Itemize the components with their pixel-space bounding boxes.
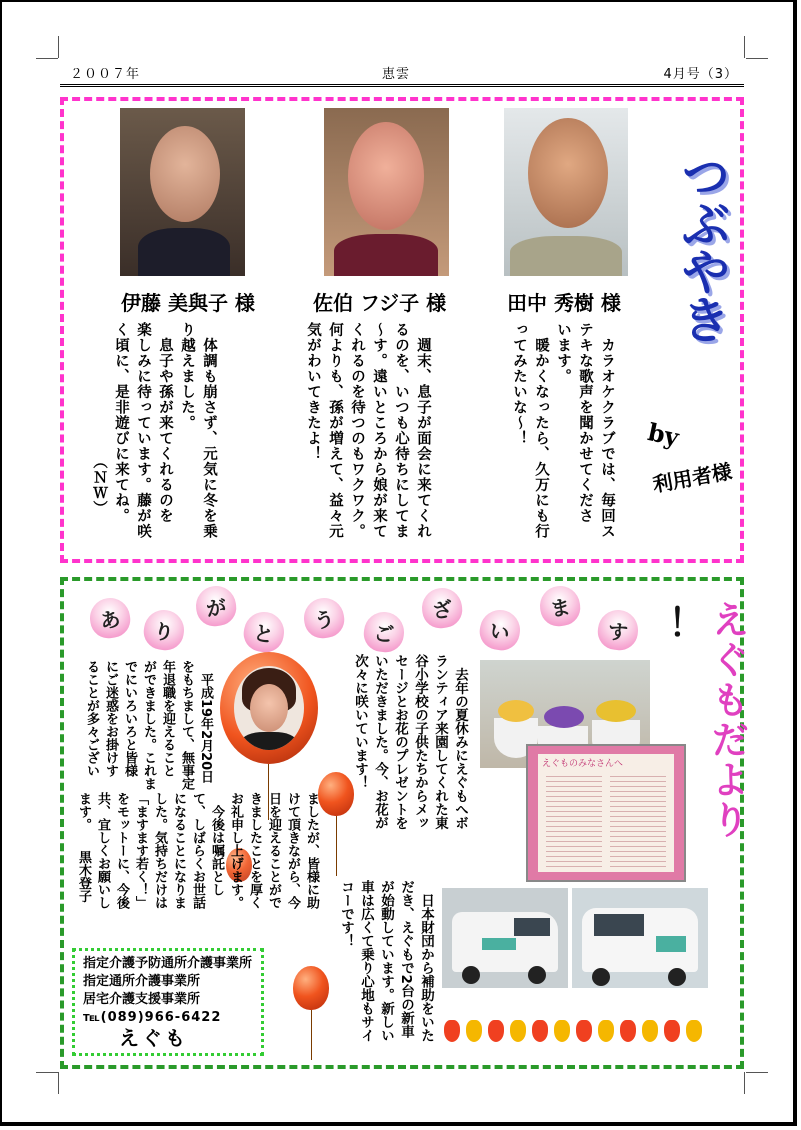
photo-van-2 <box>572 888 708 988</box>
message-saeki: 週末、息子が面会に来てくれ るのを、いつも心待ちにしてま ～す。遠いところから娘が来て くれるのを待つのもワクワク。 何よりも、孫が増えて、益々元 気がわいてきたよ！ <box>305 322 431 539</box>
header-title: 恵雲 <box>382 67 411 82</box>
office-name: えぐも <box>119 1026 188 1050</box>
crop-mark <box>744 1072 745 1094</box>
thanks-char: ご <box>362 610 406 654</box>
car-message: 日本財団から補助をいた だき、えぐもで2台の新車 が始動しています。新しい 車は広くて乗り心地もサイ コーです！ <box>338 880 434 1042</box>
office-line: 指定介護予防通所介護事業所 <box>83 956 253 971</box>
name-saeki: 佐伯 フジ子 様 <box>313 291 447 315</box>
name-tanaka: 田中 秀樹 様 <box>507 291 621 315</box>
crop-mark <box>58 36 59 58</box>
balloon-decoration <box>318 772 354 816</box>
thanks-char: が <box>193 583 238 628</box>
header-rule <box>60 84 744 87</box>
balloon-string <box>311 1010 312 1060</box>
by-label: by <box>645 417 682 452</box>
crop-mark <box>746 58 768 59</box>
egumo-dayori-title: えぐもだより <box>705 600 749 840</box>
thanks-char: う <box>301 595 346 640</box>
name-ito: 伊藤 美與子 様 <box>121 291 255 315</box>
thanks-char: り <box>141 607 186 652</box>
flowers-message: 去年の夏休みにえぐもへボ ランティア来園してくれた東 谷小学校の子供たちからメッ セージとお花のプレゼントを いただきました。今、お花が 次々に咲いています！ <box>352 654 468 830</box>
photo-ito <box>120 108 245 276</box>
photo-card <box>526 744 686 882</box>
thanks-exclaim: ！ <box>668 600 707 645</box>
retirement-message-2: ましたが、皆様に助 けて頂きながら、今 日を迎えることがで きましたことを厚く お礼申し上げます。 今後は嘱託とし て、しばらくお世話 になることになりま した。気持ちだけは 「ますます若く！」 をモットーに、今後 共、宜しくお願いし ます。 黒木登子 <box>76 792 319 909</box>
crop-mark <box>744 36 745 58</box>
photo-saeki <box>324 108 449 276</box>
thanks-char: す <box>596 608 640 652</box>
crop-mark <box>36 58 58 59</box>
office-line: 居宅介護支援事業所 <box>83 992 201 1007</box>
message-ito: 体調も崩さず、元気に冬を乗 り越えました。 息子や孫が来てくれるのを 楽しみに待っています。藤が咲 く頃に、是非遊びに来てね。 （ＮＷ） <box>91 322 217 539</box>
balloon-string <box>336 816 337 876</box>
thanks-char: ま <box>537 583 582 628</box>
header-year: ２００７年 <box>70 67 141 82</box>
by-who: 利用者様 <box>650 459 734 497</box>
message-tanaka: カラオケクラブでは、毎回ス テキな歌声を聞かせてくださ います。 暖かくなったら、久万にも行 ってみたいな～！ <box>511 322 615 539</box>
crop-mark <box>746 1072 768 1073</box>
card-title: えぐものみなさんへ <box>542 759 623 769</box>
thanks-char: あ <box>87 595 132 640</box>
retirement-message-1: 平成19年2月20日 をもちまして、無事定 年退職を迎えること ができました。これま でにいろいろと皆様 にご迷惑をお掛けす ることが多々ござい <box>84 660 213 790</box>
tulip-border <box>442 1004 706 1042</box>
balloon-decoration <box>293 966 329 1010</box>
portrait-balloon <box>220 652 318 764</box>
crop-mark <box>36 1072 58 1073</box>
page-header <box>62 60 742 84</box>
photo-tanaka <box>504 108 628 276</box>
thanks-char: い <box>477 607 523 653</box>
office-line: 指定通所介護事業所 <box>83 974 201 989</box>
header-issue: 4月号（3） <box>663 67 738 82</box>
tsubuyaki-title: つぶやき <box>673 150 732 342</box>
photo-van-1 <box>442 888 568 988</box>
crop-mark <box>58 1072 59 1094</box>
thanks-char: と <box>241 609 287 655</box>
office-tel: ℡(089)966-6422 <box>83 1010 222 1025</box>
thanks-char: ざ <box>419 585 464 630</box>
office-info <box>72 948 264 1056</box>
